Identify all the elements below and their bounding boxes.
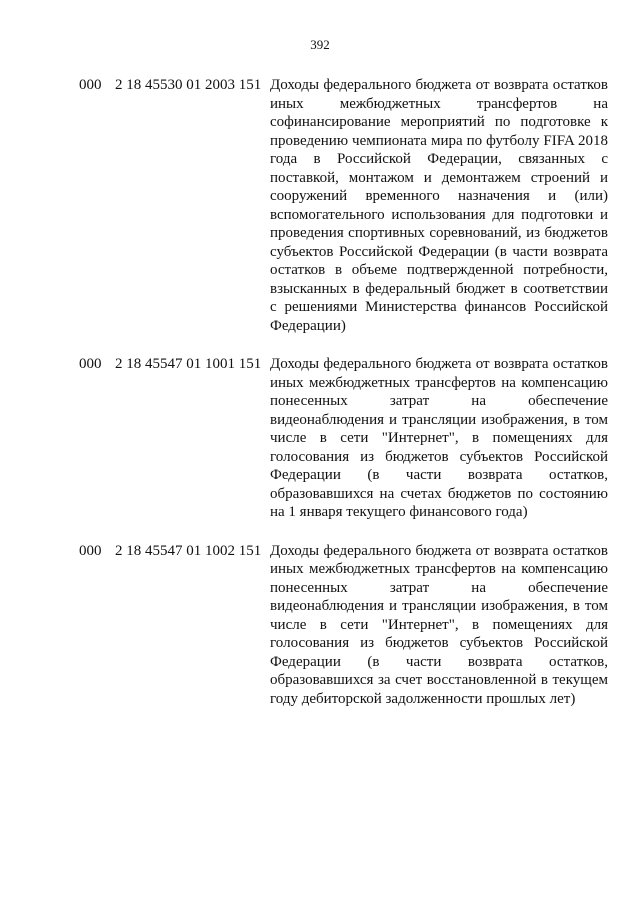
administrator-code: 000 (79, 356, 102, 372)
budget-classification-code: 2 18 45547 01 1002 151 (115, 542, 262, 559)
table-row (0, 76, 640, 335)
page-number: 392 (310, 37, 330, 52)
revenue-code-table (0, 76, 640, 728)
table-row (0, 542, 640, 709)
revenue-description: Доходы федерального бюджета от возврата остатков иных межбюджетных трансфертов на компенсацию понесенных затрат на обеспечение видеонаблюдения и трансляции изображения, в том числе в сети "Интернет", в помещениях для голосования из бюджетов субъектов Российской Федерации (в части возврата остатков, образовавшихся на счетах бюджетов по состоянию на 1 января текущего финансового года) (270, 356, 608, 520)
budget-classification-code: 2 18 45547 01 1001 151 (115, 356, 262, 372)
budget-classification-code: 2 18 45530 01 2003 151 (115, 77, 262, 93)
revenue-description: Доходы федерального бюджета от возврата остатков иных межбюджетных трансфертов на компенсацию понесенных затрат на обеспечение видеонаблюдения и трансляции изображения, в том числе в сети "Интернет", в помещениях для голосования из бюджетов субъектов Российской Федерации (в части возврата остатков, образовавшихся за счет восстановленной в текущем году дебиторской задолженности прошлых лет) (270, 542, 608, 707)
administrator-code: 000 (79, 542, 102, 559)
revenue-description: Доходы федерального бюджета от возврата остатков иных межбюджетных трансфертов на софинансирование мероприятий по подготовке к проведению чемпионата мира по футболу FIFA 2018 года в Российской Федерации, связанных с поставкой, монтажом и демонтажем строений и сооружений временного назначения и (или) вспомогательного использования для подготовки и проведения спортивных соревнований, из бюджетов субъектов Российской Федерации (в части возврата остатков в объеме подтвержденной потребности, взысканных в федеральный бюджет в соответствии с решениями Министерства финансов Российской Федерации) (270, 77, 608, 334)
administrator-code: 000 (79, 77, 102, 93)
table-row (0, 355, 640, 522)
